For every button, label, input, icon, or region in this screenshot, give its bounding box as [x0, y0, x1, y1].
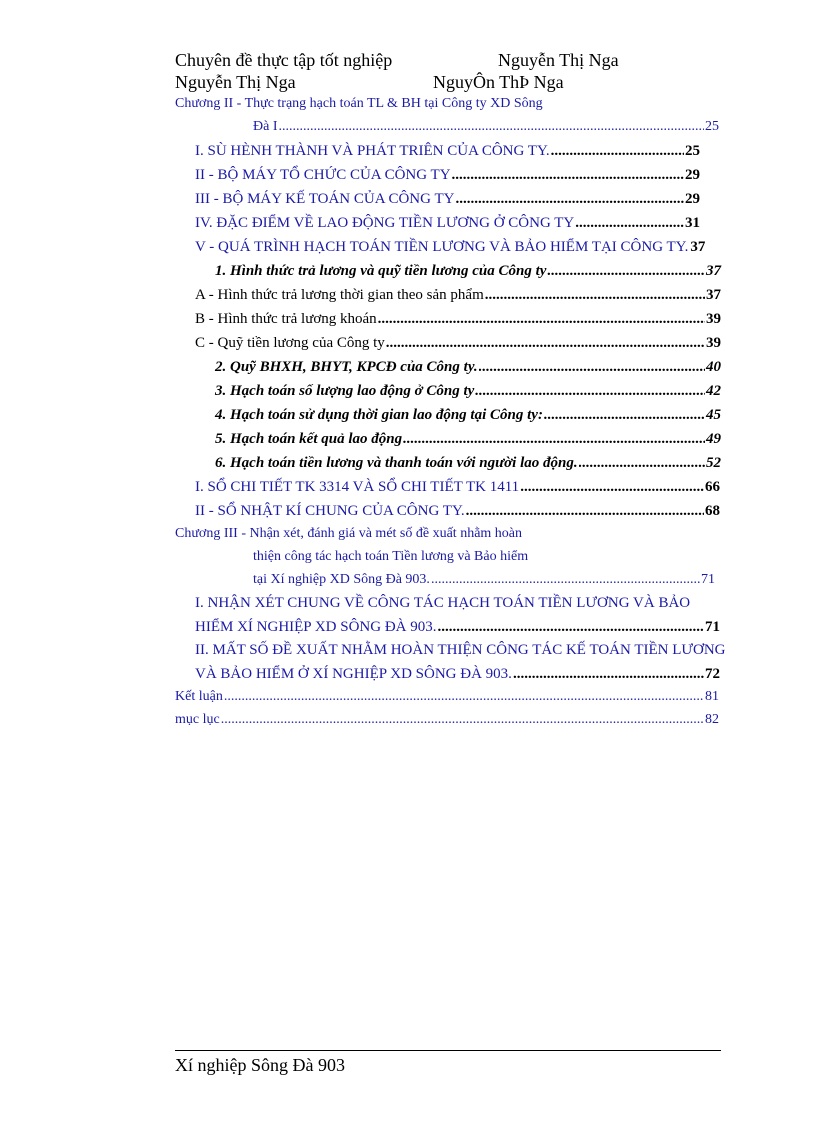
toc-page-number: 72 [705, 666, 720, 682]
toc-leader-dots [579, 455, 705, 472]
toc-page-number: 31 [685, 215, 700, 231]
toc-page-number: 37 [706, 263, 721, 279]
toc-entry-title: C - Quỹ tiền lương của Công ty [195, 335, 385, 351]
toc-entry[interactable] [195, 479, 720, 496]
toc-entry[interactable] [215, 263, 721, 280]
toc-page-number: 49 [706, 431, 721, 447]
toc-chapter-2-line1[interactable]: Chương II - Thực trạng hạch toán TL & BH tại Công ty XD Sông [175, 96, 543, 111]
toc-page-number: 82 [705, 712, 719, 727]
toc-page-number: 39 [706, 311, 721, 327]
toc-page-number: 71 [701, 572, 715, 587]
toc-chapter-3-line2[interactable]: thiện công tác hạch toán Tiền lương và Bảo hiểm [253, 549, 529, 564]
toc-entry[interactable] [215, 383, 721, 400]
toc-page-number: 25 [705, 119, 719, 134]
header-author-garbled: NguyÔn ThÞ Nga [433, 72, 564, 92]
toc-entry-title: V - QUÁ TRÌNH HẠCH TOÁN TIỀN LƯƠNG VÀ BẢO HIỂM TẠI CÔNG TY. [195, 239, 689, 255]
toc-leader-dots [221, 712, 704, 728]
toc-entry-title: I. SỔ CHI TIẾT TK 3314 VÀ SỔ CHI TIẾT TK 1411 [195, 479, 520, 495]
header-title-left: Chuyên đề thực tập tốt nghiệp [175, 50, 393, 70]
toc-entry-title: 2. Quỹ BHXH, BHYT, KPCĐ của Công ty. [215, 359, 478, 375]
toc-leader-dots [479, 359, 705, 376]
toc-page-number: 40 [706, 359, 721, 375]
toc-chapter-3[interactable] [253, 572, 715, 588]
toc-chapter-3-line1[interactable]: Chương III - Nhận xét, đánh giá và mét số đề xuất nhằm hoàn [175, 526, 523, 541]
toc-leader-dots [438, 619, 704, 636]
toc-page-number: 25 [685, 143, 700, 159]
toc-leader-dots [378, 311, 705, 328]
toc-leader-dots [386, 335, 705, 352]
toc-section-3-2[interactable] [195, 666, 720, 683]
header-author-left: Nguyễn Thị Nga [175, 72, 296, 92]
toc-entry-title: 3. Hạch toán số lượng lao động ở Công ty [215, 383, 475, 399]
toc-entry[interactable] [195, 143, 700, 160]
toc-leader-dots [224, 689, 704, 705]
toc-leader-dots [431, 572, 700, 588]
footer-rule [175, 1050, 721, 1051]
toc-entry[interactable] [195, 335, 721, 352]
toc-entry-title: HIỂM XÍ NGHIỆP XD SÔNG ĐÀ 903. [195, 619, 437, 635]
toc-entry-title: II - BỘ MÁY TỔ CHỨC CỦA CÔNG TY [195, 167, 451, 183]
toc-leader-dots [403, 431, 705, 448]
toc-leader-dots [513, 666, 704, 683]
toc-entry-title: mục lục [175, 712, 220, 727]
toc-entry-title: Kết luận [175, 689, 223, 704]
toc-section-3-2-line1[interactable]: II. MẤT SỐ ĐỀ XUẤT NHẰM HOÀN THIỆN CÔNG TÁC KẾ TOÁN TIỀN LƯƠNG [195, 642, 726, 658]
toc-entry[interactable] [195, 503, 720, 520]
toc-chapter-2[interactable] [253, 119, 719, 135]
toc-entry-title: B - Hình thức trả lương khoán [195, 311, 377, 327]
toc-page-number: 42 [706, 383, 721, 399]
toc-page-number: 45 [706, 407, 721, 423]
footer-text: Xí nghiệp Sông Đà 903 [175, 1055, 345, 1075]
toc-leader-dots [452, 167, 684, 184]
toc-entry-title: 1. Hình thức trả lương và quỹ tiền lương của Công ty [215, 263, 547, 279]
toc-page-number: 68 [705, 503, 720, 519]
toc-entry-title: 5. Hạch toán kết quả lao động [215, 431, 403, 447]
toc-page-number: 29 [685, 167, 700, 183]
toc-leader-dots [466, 503, 704, 520]
toc-section-3-1[interactable] [195, 619, 720, 636]
toc-entry-title: 6. Hạch toán tiền lương và thanh toán với người lao động. [215, 455, 578, 471]
toc-entry-title: 4. Hạch toán sử dụng thời gian lao động tại Công ty: [215, 407, 543, 423]
toc-leader-dots [544, 407, 705, 424]
toc-leader-dots [485, 287, 705, 304]
toc-entry-title: Đà I [253, 119, 278, 134]
toc-entry[interactable] [215, 407, 721, 424]
toc-entry[interactable] [195, 167, 700, 184]
header-author-right: Nguyễn Thị Nga [498, 50, 619, 70]
toc-entry-title: tại Xí nghiệp XD Sông Đà 903. [253, 572, 430, 587]
toc-entry[interactable] [215, 431, 721, 448]
toc-entry[interactable] [195, 191, 700, 208]
toc-leader-dots [551, 143, 684, 160]
toc-leader-dots [455, 191, 684, 208]
toc-section-3-1-line1[interactable]: I. NHẬN XÉT CHUNG VỀ CÔNG TÁC HẠCH TOÁN TIỀN LƯƠNG VÀ BẢO [195, 595, 691, 611]
toc-page-number: 52 [706, 455, 721, 471]
toc-leader-dots [279, 119, 705, 135]
toc-page-number: 37 [690, 239, 706, 255]
toc-page-number: 81 [705, 689, 719, 704]
toc-conclusion[interactable] [175, 689, 719, 705]
toc-entry-title: III - BỘ MÁY KẾ TOÁN CỦA CÔNG TY [195, 191, 455, 207]
toc-entry[interactable] [195, 311, 721, 328]
toc-entry-title: II - SỔ NHẬT KÍ CHUNG CỦA CÔNG TY. [195, 503, 465, 519]
toc-entry-title: I. SÙ HÈNH THÀNH VÀ PHÁT TRIÊN CỦA CÔNG TY. [195, 143, 550, 159]
toc-contents[interactable] [175, 712, 719, 728]
toc-entry[interactable] [195, 287, 721, 304]
toc-entry-title: IV. ĐẶC ĐIỂM VỀ LAO ĐỘNG TIỀN LƯƠNG Ở CÔNG TY [195, 215, 575, 231]
toc-leader-dots [547, 263, 705, 280]
toc-entry[interactable] [215, 455, 721, 472]
toc-page-number: 39 [706, 335, 721, 351]
toc-page-number: 66 [705, 479, 720, 495]
toc-entry-title: A - Hình thức trả lương thời gian theo sản phẩm [195, 287, 484, 303]
toc-entry[interactable] [195, 239, 706, 256]
toc-entry[interactable] [215, 359, 721, 376]
toc-entry-title: VÀ BẢO HIỂM Ở XÍ NGHIỆP XD SÔNG ĐÀ 903. [195, 666, 512, 682]
toc-page-number: 37 [706, 287, 721, 303]
toc-page-number: 29 [685, 191, 700, 207]
toc-leader-dots [575, 215, 684, 232]
toc-leader-dots [475, 383, 705, 400]
toc-page-number: 71 [705, 619, 720, 635]
toc-entry[interactable] [195, 215, 700, 232]
toc-leader-dots [520, 479, 704, 496]
